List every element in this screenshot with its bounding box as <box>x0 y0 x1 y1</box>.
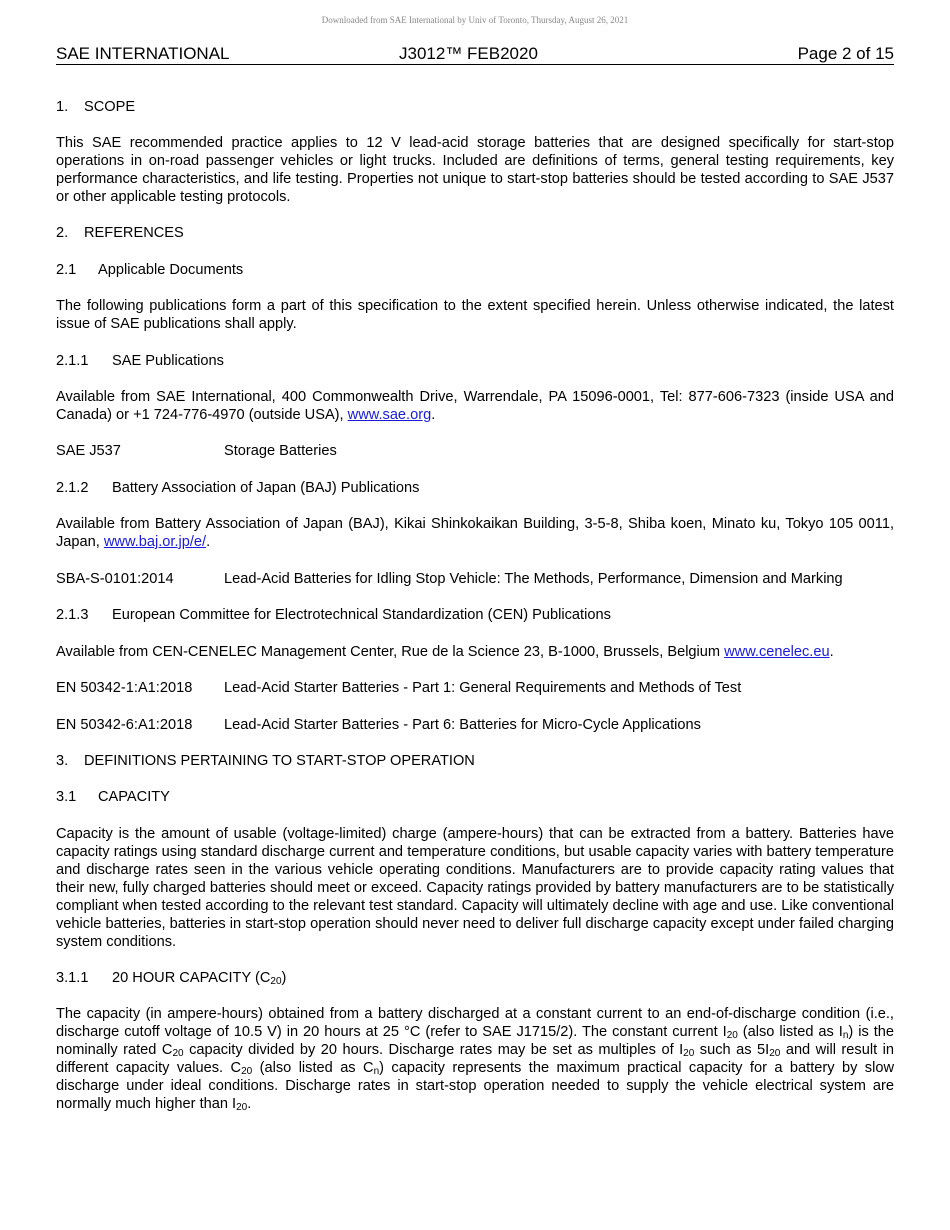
header-doc-id: J3012™ FEB2020 <box>399 44 538 63</box>
section-title: REFERENCES <box>84 225 184 241</box>
section-number: 2. <box>56 225 69 241</box>
reference-code: SBA-S-0101:2014 <box>56 571 174 587</box>
section-title: SAE Publications <box>112 353 224 369</box>
capacity-paragraph: Capacity is the amount of usable (voltage-limited) charge (ampere-hours) that can be extracted from a battery. Batteries have capacity ratings using standard discharge current and temperature conditions, but usable capacity varies with battery temperature and discharge rates seen in the various vehicle operating conditions. Manufacturers are to provide capacity rating values that their new, fully charged batteries should meet or exceed. Capacity ratings provided by battery manufacturers are to be statistically compliant when tested according to the relevant test standard. Capacity will ultimately decline with age and use. Like conventional vehicle batteries, batteries in start-stop operation should never need to deliver full discharge capacity except under failed charging system conditions. <box>56 826 894 950</box>
sae-website-link[interactable]: www.sae.org <box>347 407 432 423</box>
reference-code: EN 50342-6:A1:2018 <box>56 717 193 733</box>
header-org: SAE INTERNATIONAL <box>56 44 230 63</box>
section-title: DEFINITIONS PERTAINING TO START-STOP OPERATION <box>84 753 475 769</box>
section-2-1-3-heading <box>56 606 894 624</box>
reference-en-50342-1 <box>56 679 894 697</box>
section-number: 3.1 <box>56 789 77 805</box>
section-3-1-heading <box>56 788 894 806</box>
reference-sae-j537 <box>56 442 894 460</box>
reference-title: Lead-Acid Starter Batteries - Part 1: General Requirements and Methods of Test <box>224 680 742 696</box>
section-title: 20 HOUR CAPACITY $(C_{20})$ <box>112 970 287 987</box>
section-2-1-2-heading <box>56 479 894 497</box>
sae-availability-paragraph: Available from SAE International, 400 Commonwealth Drive, Warrendale, PA 15096-0001, Tel: 877-606-7323 (inside USA and Canada) or +1 724-776-4970 (outside USA), www.sae.org. <box>56 389 894 423</box>
baj-website-link[interactable]: www.baj.or.jp/e/ <box>103 534 207 550</box>
section-title: SCOPE <box>84 99 136 115</box>
reference-code: EN 50342-1:A1:2018 <box>56 680 193 696</box>
page-header <box>56 44 894 65</box>
section-title: Applicable Documents <box>98 262 244 278</box>
paragraph-text: Available from Battery Association of Japan (BAJ), Kikai Shinkokaikan Building, 3-5-8, Shiba koen, Minato ku, Tokyo 105 0011, Japan, <box>56 516 894 550</box>
cen-availability-paragraph: Available from CEN-CENELEC Management Center, Rue de la Science 23, B-1000, Brussels, Belgium www.cenelec.eu. <box>56 644 834 660</box>
section-2-1-heading <box>56 261 894 279</box>
section-3-1-1-heading <box>56 969 894 987</box>
c20-capacity-paragraph: The capacity (in ampere-hours) obtained from a battery discharged at a constant current to an end-of-discharge condition (i.e., discharge cutoff voltage of 10.5 V) in 20 hours at 25 °C (refer to SAE J1715/2). The constant current $I_{20}$ (also listed as $I_n$) is the nominally rated $C_{20}$ capacity divided by 20 hours. Discharge rates may be set as multiples of $I_{20}$ such as $5I_{20}$ and will result in different capacity values. $C_{20}$ (also listed as $C_n$) capacity represents the maximum practical capacity for a battery by slow discharge under ideal conditions. Discharge rates in start-stop operation needed to supply the vehicle electrical system are normally much higher than $I_{20}$. <box>56 1006 894 1113</box>
section-number: 2.1.2 <box>56 480 89 496</box>
section-title: CAPACITY <box>98 789 170 805</box>
reference-title: Storage Batteries <box>224 443 337 459</box>
paragraph-text: Available from CEN-CENELEC Management Center, Rue de la Science 23, B-1000, Brussels, Belgium <box>56 644 725 660</box>
section-number: 2.1 <box>56 262 77 278</box>
applicable-documents-paragraph: The following publications form a part of this specification to the extent specified herein. Unless otherwise indicated, the latest issue of SAE publications shall apply. <box>56 298 894 332</box>
section-number: 2.1.3 <box>56 607 89 623</box>
reference-sba-s-0101 <box>56 570 894 588</box>
reference-code: SAE J537 <box>56 443 121 459</box>
section-title: Battery Association of Japan (BAJ) Publications <box>112 480 420 496</box>
section-number: 1. <box>56 99 69 115</box>
section-2-1-1-heading <box>56 352 894 370</box>
section-number: 3.1.1 <box>56 970 89 986</box>
paragraph-text: Available from SAE International, 400 Commonwealth Drive, Warrendale, PA 15096-0001, Tel: 877-606-7323 (inside USA and Canada) or +1 724-776-4970 (outside USA), <box>56 389 894 423</box>
section-number: 3. <box>56 753 69 769</box>
baj-availability-paragraph: Available from Battery Association of Japan (BAJ), Kikai Shinkokaikan Building, 3-5-8, Shiba koen, Minato ku, Tokyo 105 0011, Japan, www.baj.or.jp/e/. <box>56 516 894 550</box>
download-notice: Downloaded from SAE International by Univ of Toronto, Thursday, August 26, 2021 <box>321 15 629 25</box>
section-1-heading <box>56 98 894 116</box>
scope-paragraph: This SAE recommended practice applies to 12 V lead-acid storage batteries that are designed specifically for start-stop operations in on-road passenger vehicles or light trucks. Included are definitions of terms, general testing requirements, key performance characteristics, and life testing. Properties not unique to start-stop batteries should be tested according to SAE J537 or other applicable testing protocols. <box>56 135 894 205</box>
section-3-heading <box>56 752 894 770</box>
reference-title: Lead-Acid Batteries for Idling Stop Vehicle: The Methods, Performance, Dimension and Marking <box>224 571 843 587</box>
cenelec-website-link[interactable]: www.cenelec.eu <box>724 644 830 660</box>
section-2-heading <box>56 224 894 242</box>
reference-title: Lead-Acid Starter Batteries - Part 6: Batteries for Micro-Cycle Applications <box>224 717 701 733</box>
section-title: European Committee for Electrotechnical Standardization (CEN) Publications <box>112 607 611 623</box>
reference-en-50342-6 <box>56 716 894 734</box>
header-page-number: Page 2 of 15 <box>797 44 894 63</box>
section-number: 2.1.1 <box>56 353 89 369</box>
